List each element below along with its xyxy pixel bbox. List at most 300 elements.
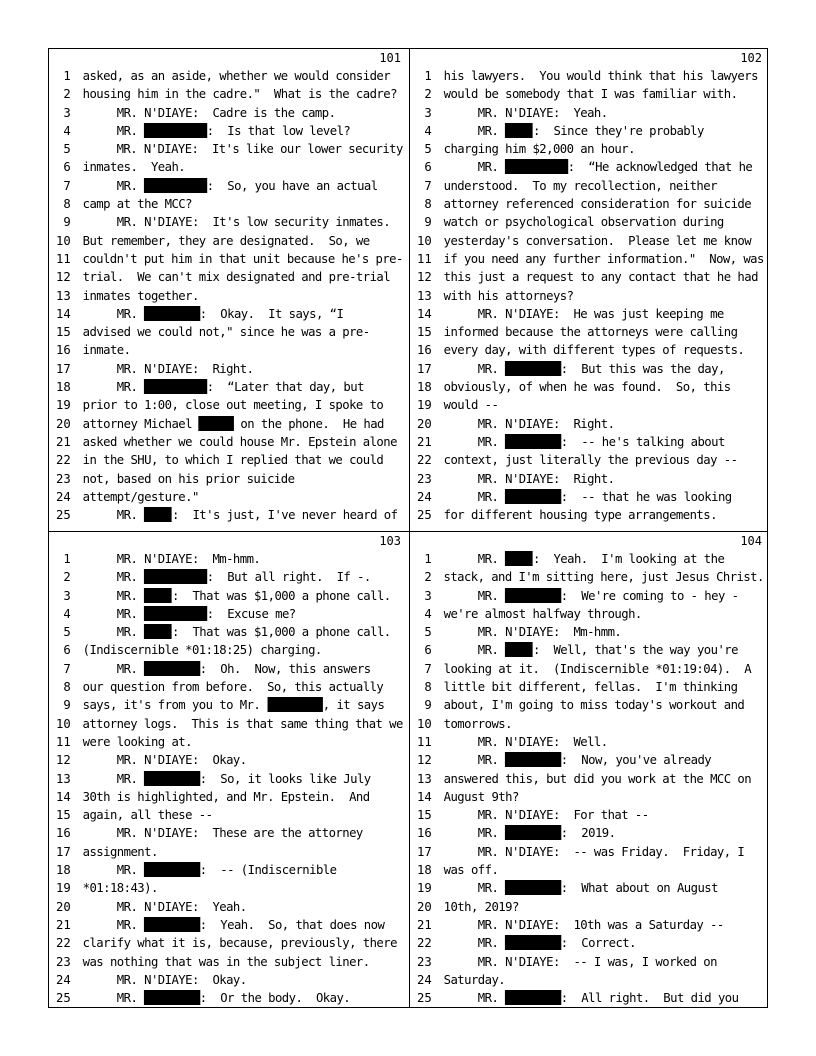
transcript-line <box>410 898 764 916</box>
line-text <box>432 341 745 359</box>
text-segment: MR. <box>443 752 506 768</box>
transcript-line <box>49 898 403 916</box>
transcript-line <box>49 250 402 268</box>
line-number: 3 <box>424 104 432 120</box>
line-text <box>71 879 158 897</box>
transcript-line <box>49 341 403 359</box>
line-text <box>432 140 635 158</box>
line-text <box>71 678 384 696</box>
text-segment: August 9th? <box>443 788 519 804</box>
line-text <box>432 550 725 568</box>
line-text <box>432 268 758 286</box>
line-number: 25 <box>55 507 71 523</box>
line-text <box>432 250 764 268</box>
text-segment: clarify what it is, because, previously, there <box>82 935 397 951</box>
line-text <box>71 378 364 396</box>
text-segment: MR. <box>82 587 145 603</box>
line-text <box>71 587 391 605</box>
line-text <box>71 250 403 268</box>
transcript-line <box>49 641 403 659</box>
line-number: 24 <box>416 971 432 987</box>
text-segment: : Yeah. So, that does now <box>199 916 385 932</box>
text-segment: would -- <box>443 397 499 413</box>
line-text <box>432 678 738 696</box>
line-text <box>71 140 403 158</box>
line-number: 20 <box>416 898 432 914</box>
transcript-page-101 <box>49 49 407 529</box>
transcript-line <box>410 378 764 396</box>
transcript-line <box>49 770 403 788</box>
line-text <box>432 433 725 451</box>
transcript-page-102 <box>410 49 768 529</box>
transcript-line <box>49 195 403 213</box>
redaction-box <box>144 507 172 522</box>
text-segment: MR. N'DIAYE: Right. <box>443 470 615 486</box>
text-segment: housing him in the cadre." What is the cadre? <box>82 86 397 102</box>
text-segment: MR. N'DIAYE: Well. <box>443 733 608 749</box>
line-number: 12 <box>55 269 71 285</box>
transcript-line <box>410 953 764 971</box>
text-segment: : 2019. <box>560 825 616 841</box>
redaction-box <box>505 123 533 138</box>
transcript-line <box>410 323 764 341</box>
line-text <box>71 696 385 714</box>
transcript-line <box>410 788 764 806</box>
text-segment: understood. To my recollection, neither <box>443 177 717 193</box>
line-text <box>432 415 615 433</box>
text-segment: MR. <box>443 990 506 1006</box>
text-segment: (Indiscernible *01:18:25) charging. <box>82 642 322 658</box>
line-text <box>71 232 370 250</box>
transcript-lines <box>49 67 407 524</box>
text-segment: MR. <box>82 990 145 1006</box>
line-number: 22 <box>55 935 71 951</box>
line-number: 16 <box>55 342 71 358</box>
line-number: 8 <box>424 196 432 212</box>
transcript-line <box>49 861 403 879</box>
transcript-line <box>410 268 764 286</box>
line-number: 8 <box>424 679 432 695</box>
page-number: 103 <box>379 534 401 548</box>
text-segment: asked whether we could house Mr. Epstein alone <box>82 433 397 449</box>
line-number: 15 <box>55 807 71 823</box>
text-segment: context, just literally the previous day -- <box>443 452 738 468</box>
line-text <box>432 195 751 213</box>
transcript-line <box>410 488 764 506</box>
line-text <box>71 934 397 952</box>
transcript-line <box>49 806 403 824</box>
line-number: 14 <box>416 788 432 804</box>
line-number: 20 <box>416 415 432 431</box>
line-text <box>71 396 384 414</box>
text-segment: we're almost halfway through. <box>443 605 642 621</box>
line-text <box>71 177 378 195</box>
text-segment: for different housing type arrangements. <box>443 507 717 523</box>
line-number: 3 <box>63 587 71 603</box>
transcript-line <box>410 623 764 641</box>
redaction-box <box>267 697 323 712</box>
text-segment: MR. <box>443 551 506 566</box>
line-number: 6 <box>424 159 432 175</box>
line-text <box>432 85 738 103</box>
text-segment: assignment. <box>82 843 158 859</box>
transcript-line <box>49 788 403 806</box>
transcript-line <box>49 433 403 451</box>
line-number: 10 <box>55 715 71 731</box>
text-segment: MR. <box>443 935 506 951</box>
transcript-page-103 <box>49 532 407 1012</box>
line-number: 7 <box>63 177 71 193</box>
transcript-line <box>49 934 403 952</box>
transcript-line <box>410 733 764 751</box>
line-number: 2 <box>63 569 71 585</box>
text-segment: says, it's from you to Mr. <box>82 697 268 713</box>
text-segment: asked, as an aside, whether we would consider <box>82 68 391 83</box>
transcript-lines <box>410 67 768 524</box>
text-segment: yesterday's conversation. Please let me know <box>443 232 752 248</box>
text-segment: MR. <box>443 360 506 376</box>
text-segment: trial. We can't mix designated and pre-trial <box>82 269 391 285</box>
line-number: 12 <box>55 752 71 768</box>
line-number: 19 <box>55 397 71 413</box>
transcript-line <box>410 250 763 268</box>
transcript-line <box>49 733 403 751</box>
text-segment: MR. N'DIAYE: It's like our lower security <box>82 141 403 157</box>
line-text <box>432 158 753 176</box>
text-segment: MR. <box>82 624 145 640</box>
line-number: 3 <box>63 104 71 120</box>
text-segment: inmate. <box>82 342 131 358</box>
text-segment: not, based on his prior suicide <box>82 470 295 486</box>
line-text <box>432 378 731 396</box>
text-segment: was nothing that was in the subject liner. <box>82 953 370 969</box>
line-number: 21 <box>416 433 432 449</box>
line-number: 5 <box>63 141 71 157</box>
line-text <box>432 751 711 769</box>
line-text <box>71 788 370 806</box>
page-number: 101 <box>379 51 401 65</box>
text-segment: MR. N'DIAYE: It's low security inmates. <box>82 214 391 230</box>
line-number: 6 <box>424 642 432 658</box>
text-segment: prior to 1:00, close out meeting, I spoke to <box>82 397 384 413</box>
text-segment: : “He acknowledged that he <box>567 159 753 175</box>
transcript-line <box>49 971 403 989</box>
text-segment: looking at it. (Indiscernible *01:19:04). A <box>443 660 752 676</box>
text-segment: , it says <box>322 697 385 713</box>
transcript-page-104 <box>410 532 768 1012</box>
line-text <box>432 451 738 469</box>
text-segment: MR. N'DIAYE: Right. <box>443 415 615 431</box>
line-number: 25 <box>416 990 432 1006</box>
page-number: 102 <box>740 51 762 65</box>
redaction-box <box>144 178 207 193</box>
text-segment: MR. <box>82 660 145 676</box>
text-segment: : That was $1,000 a phone call. <box>171 587 391 603</box>
transcript-line <box>410 989 764 1007</box>
transcript-line <box>49 506 403 524</box>
line-text <box>71 824 363 842</box>
line-text <box>71 861 337 879</box>
transcript-line <box>49 415 403 433</box>
text-segment: camp at the MCC? <box>82 196 192 212</box>
line-number: 23 <box>55 953 71 969</box>
line-number: 19 <box>416 880 432 896</box>
transcript-line <box>410 287 764 305</box>
line-text <box>71 433 397 451</box>
line-number: 10 <box>416 715 432 731</box>
line-text <box>71 989 350 1007</box>
transcript-line <box>49 104 403 122</box>
line-number: 24 <box>55 488 71 504</box>
line-number: 12 <box>416 269 432 285</box>
line-text <box>71 287 199 305</box>
redaction-box <box>144 990 200 1005</box>
line-number: 17 <box>55 843 71 859</box>
line-text <box>71 470 295 488</box>
line-number: 15 <box>55 324 71 340</box>
line-number: 6 <box>63 159 71 175</box>
line-text <box>71 213 390 231</box>
text-segment: again, all these -- <box>82 807 213 823</box>
text-segment: MR. <box>82 379 145 395</box>
redaction-box <box>144 661 200 676</box>
text-segment: 30th is highlighted, and Mr. Epstein. And <box>82 788 370 804</box>
text-segment: : So, you have an actual <box>206 177 378 193</box>
text-segment: MR. <box>443 587 506 603</box>
line-text <box>71 733 192 751</box>
text-segment: : We're coming to - hey - <box>560 587 739 603</box>
text-segment: informed because the attorneys were calling <box>443 324 738 340</box>
redaction-box <box>144 379 207 394</box>
redaction-box <box>505 935 561 950</box>
transcript-line <box>49 623 403 641</box>
line-number: 2 <box>63 86 71 102</box>
line-number: 4 <box>63 605 71 621</box>
line-number: 2 <box>424 569 432 585</box>
column-divider <box>409 49 410 1007</box>
line-text <box>432 824 616 842</box>
line-text <box>432 177 717 195</box>
line-text <box>432 843 745 861</box>
transcript-line <box>49 122 403 140</box>
line-number: 20 <box>55 898 71 914</box>
transcript-line <box>49 488 403 506</box>
transcript-line <box>410 770 764 788</box>
line-number: 23 <box>55 470 71 486</box>
line-text <box>71 550 261 568</box>
line-text <box>71 104 336 122</box>
line-number: 15 <box>416 807 432 823</box>
text-segment: obviously, of when he was found. So, this <box>443 379 731 395</box>
text-segment: : -- he's talking about <box>560 433 725 449</box>
transcript-sheet <box>48 48 768 1008</box>
text-segment: attorney logs. This is that same thing that we <box>82 715 403 731</box>
transcript-line <box>410 158 764 176</box>
transcript-lines <box>49 550 407 1007</box>
transcript-line <box>49 158 403 176</box>
text-segment: MR. N'DIAYE: Okay. <box>82 971 247 987</box>
line-number: 23 <box>416 953 432 969</box>
text-segment: inmates. Yeah. <box>82 159 186 175</box>
transcript-line <box>410 641 764 659</box>
line-number: 4 <box>63 122 71 138</box>
line-number: 1 <box>424 68 432 83</box>
line-number: 21 <box>55 433 71 449</box>
line-text <box>71 623 391 641</box>
transcript-line <box>410 843 764 861</box>
line-number: 4 <box>424 122 432 138</box>
line-number: 18 <box>416 862 432 878</box>
text-segment: MR. <box>82 177 145 193</box>
line-number: 16 <box>55 825 71 841</box>
redaction-box <box>505 361 561 376</box>
line-text <box>432 213 724 231</box>
line-text <box>71 641 322 659</box>
text-segment: : All right. But did you <box>560 990 739 1006</box>
line-text <box>71 323 370 341</box>
line-text <box>71 415 384 433</box>
line-number: 5 <box>63 624 71 640</box>
transcript-line <box>410 715 764 733</box>
text-segment: MR. <box>82 569 145 585</box>
line-text <box>432 916 724 934</box>
transcript-line <box>49 879 403 897</box>
line-number: 17 <box>416 843 432 859</box>
transcript-line <box>410 696 764 714</box>
transcript-line <box>410 934 764 952</box>
redaction-box <box>505 880 561 895</box>
transcript-line <box>49 550 403 568</box>
line-text <box>71 568 371 586</box>
line-number: 5 <box>424 624 432 640</box>
text-segment: was off. <box>443 862 499 878</box>
redaction-box <box>144 606 207 621</box>
line-number: 21 <box>55 916 71 932</box>
transcript-line <box>49 470 403 488</box>
line-text <box>432 67 758 85</box>
line-number: 9 <box>424 697 432 713</box>
text-segment: : Is that low level? <box>206 122 351 138</box>
text-segment: MR. <box>82 862 145 878</box>
line-number: 17 <box>416 360 432 376</box>
line-text <box>71 660 371 678</box>
line-text <box>71 843 158 861</box>
text-segment: : Yeah. I'm looking at the <box>532 551 725 566</box>
transcript-line <box>410 678 764 696</box>
transcript-line <box>49 67 403 85</box>
transcript-line <box>49 660 403 678</box>
transcript-line <box>49 451 403 469</box>
transcript-line <box>410 605 764 623</box>
transcript-line <box>49 605 403 623</box>
text-segment: our question from before. So, this actually <box>82 679 384 695</box>
text-segment: with his attorneys? <box>443 287 574 303</box>
line-number: 8 <box>63 196 71 212</box>
line-text <box>432 696 745 714</box>
transcript-line <box>410 550 764 568</box>
line-text <box>432 953 717 971</box>
line-number: 19 <box>416 397 432 413</box>
text-segment: MR. <box>443 122 506 138</box>
line-text <box>71 898 247 916</box>
text-segment: little bit different, fellas. I'm thinking <box>443 679 738 695</box>
redaction-box <box>505 825 561 840</box>
redaction-box <box>505 642 533 657</box>
transcript-line <box>410 806 764 824</box>
line-number: 25 <box>55 990 71 1006</box>
text-segment: his lawyers. You would think that his lawyers <box>443 68 758 83</box>
text-segment: couldn't put him in that unit because he's pre- <box>82 250 403 266</box>
transcript-line <box>49 568 403 586</box>
transcript-line <box>49 140 402 158</box>
transcript-line <box>49 989 403 1007</box>
line-number: 11 <box>416 250 432 266</box>
line-number: 23 <box>416 470 432 486</box>
text-segment: about, I'm going to miss today's workout and <box>443 697 745 713</box>
line-text <box>71 506 398 524</box>
line-number: 22 <box>416 452 432 468</box>
line-number: 15 <box>416 324 432 340</box>
line-number: 10 <box>416 232 432 248</box>
text-segment: in the SHU, to which I replied that we could <box>82 452 384 468</box>
redaction-box <box>144 588 172 603</box>
line-text <box>432 232 751 250</box>
redaction-box <box>199 416 234 431</box>
line-number: 1 <box>63 551 71 566</box>
line-text <box>71 751 247 769</box>
line-number: 4 <box>424 605 432 621</box>
line-text <box>71 451 384 469</box>
text-segment: : “Later that day, but <box>206 379 364 395</box>
transcript-line <box>49 824 403 842</box>
line-text <box>432 605 642 623</box>
line-number: 14 <box>55 305 71 321</box>
line-text <box>432 971 505 989</box>
transcript-line <box>49 715 402 733</box>
redaction-box <box>144 624 172 639</box>
line-text <box>71 488 199 506</box>
line-text <box>71 770 371 788</box>
text-segment: : Okay. It says, “I <box>199 305 344 321</box>
line-number: 18 <box>55 862 71 878</box>
text-segment: : Oh. Now, this answers <box>199 660 371 676</box>
line-text <box>71 360 254 378</box>
text-segment: MR. <box>443 642 506 658</box>
line-text <box>71 916 385 934</box>
transcript-line <box>49 587 403 605</box>
transcript-line <box>410 470 764 488</box>
transcript-line <box>49 916 403 934</box>
transcript-line <box>410 140 764 158</box>
line-text <box>432 660 751 678</box>
line-text <box>432 104 608 122</box>
text-segment: were looking at. <box>82 733 192 749</box>
text-segment: this just a request to any contact that he had <box>443 269 758 285</box>
transcript-line <box>410 861 764 879</box>
line-number: 18 <box>55 379 71 395</box>
text-segment: MR. N'DIAYE: Mm-hmm. <box>82 551 261 566</box>
text-segment: MR. N'DIAYE: -- was Friday. Friday, I <box>443 843 745 859</box>
redaction-box <box>505 588 561 603</box>
redaction-box <box>505 551 533 566</box>
line-number: 9 <box>424 214 432 230</box>
transcript-line <box>49 177 403 195</box>
line-text <box>71 268 390 286</box>
transcript-line <box>410 104 764 122</box>
text-segment: MR. <box>443 880 506 896</box>
transcript-line <box>410 360 764 378</box>
line-text <box>71 158 185 176</box>
